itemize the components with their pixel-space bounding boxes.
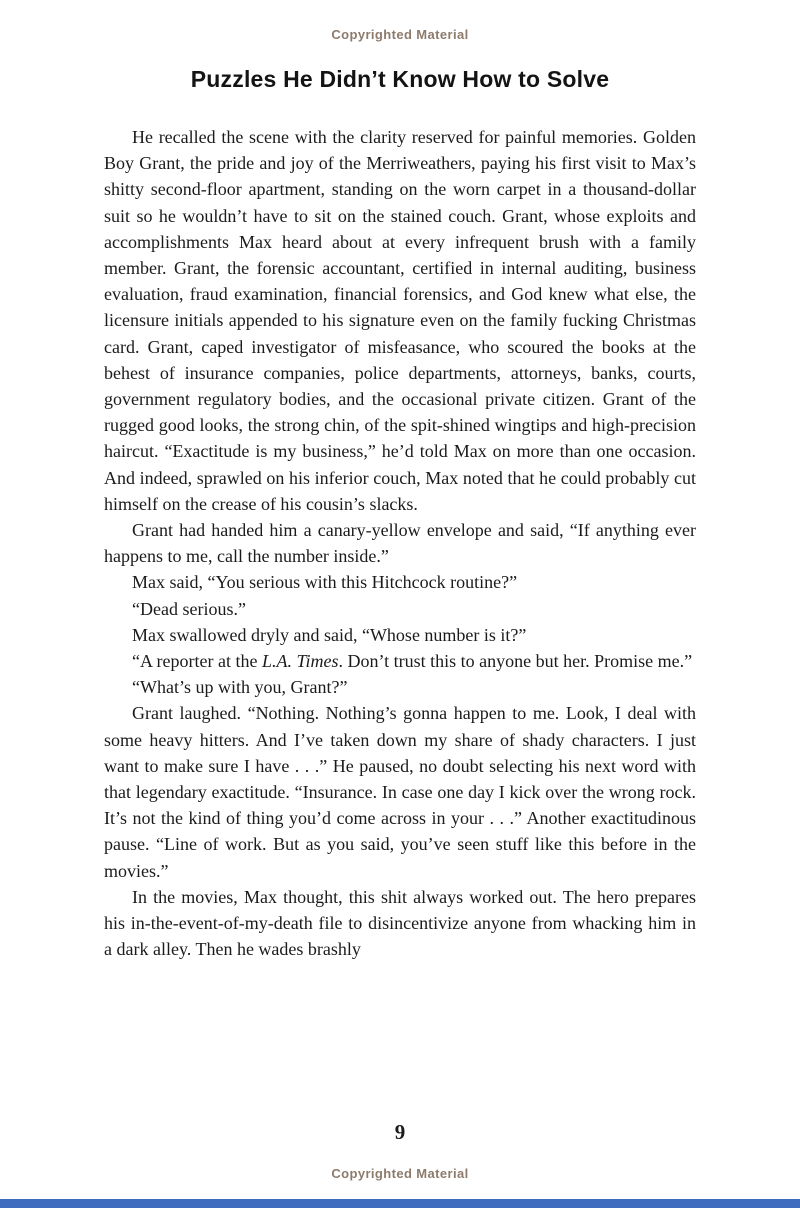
body-paragraph bbox=[104, 700, 696, 883]
text-segment: He recalled the scene with the clarity reserved for painful memories. Golden Boy Grant, the pride and joy of the Merriweathers, paying his first visit to Max’s shitty second-floor apartment, standing on the worn carpet in a thousand-dollar suit so he wouldn’t have to sit on the stained couch. Grant, whose exploits and accomplishments Max heard about at every infrequent brush with a family member. Grant, the forensic accountant, certified in internal auditing, business evaluation, fraud examination, financial forensics, and God knew what else, the licensure initials appended to his signature even on the family fucking Christmas card. Grant, caped investigator of misfeasance, who scoured the books at the behest of insurance companies, police departments, attorneys, banks, courts, government regulatory bodies, and the occasional private citizen. Grant of the rugged good looks, the strong chin, of the spit-shined wingtips and high-precision haircut. “Exactitude is my business,” he’d told Max on more than one occasion. And indeed, sprawled on his inferior couch, Max noted that he could probably cut himself on the crease of his cousin’s slacks. bbox=[104, 127, 696, 514]
text-segment: . Don’t trust this to anyone but her. Promise me.” bbox=[338, 651, 693, 672]
text-segment: Grant had handed him a canary-yellow envelope and said, “If anything ever happens to me, call the number inside.” bbox=[104, 520, 696, 567]
body-paragraph bbox=[104, 596, 696, 622]
body-paragraph bbox=[104, 517, 696, 569]
copyright-notice-bottom: Copyrighted Material bbox=[331, 1166, 469, 1181]
text-segment: “Dead serious.” bbox=[132, 598, 246, 619]
copyright-notice-top: Copyrighted Material bbox=[331, 27, 469, 42]
text-segment: Max swallowed dryly and said, “Whose number is it?” bbox=[132, 624, 527, 645]
italic-text-segment: L.A. Times bbox=[261, 651, 339, 672]
body-paragraph bbox=[104, 622, 696, 648]
body-paragraph bbox=[104, 124, 696, 517]
text-segment: Max said, “You serious with this Hitchcock routine?” bbox=[132, 572, 518, 593]
text-segment: “A reporter at the bbox=[132, 651, 262, 672]
body-paragraph bbox=[104, 648, 696, 674]
body-text bbox=[104, 124, 696, 963]
page-number: 9 bbox=[394, 1120, 406, 1144]
bottom-accent-bar bbox=[0, 1199, 800, 1208]
chapter-title: Puzzles He Didn’t Know How to Solve bbox=[190, 66, 610, 92]
text-segment: Grant laughed. “Nothing. Nothing’s gonna happen to me. Look, I deal with some heavy hitters. And I’ve taken down my share of shady characters. I just want to make sure I have . . .” He paused, no doubt selecting his next word with that legendary exactitude. “Insurance. In case one day I kick over the wrong rock. It’s not the kind of thing you’d come across in your . . .” Another exactitudinous pause. “Line of work. But as you said, you’ve seen stuff like this before in the movies.” bbox=[104, 703, 696, 881]
body-paragraph bbox=[104, 884, 696, 963]
text-segment: In the movies, Max thought, this shit always worked out. The hero prepares his in-the-event-of-my-death file to disincentivize anyone from whacking him in a dark alley. Then he wades brashly bbox=[104, 886, 696, 960]
text-segment: “What’s up with you, Grant?” bbox=[132, 677, 348, 698]
body-paragraph bbox=[104, 569, 696, 595]
body-paragraph bbox=[104, 674, 696, 700]
